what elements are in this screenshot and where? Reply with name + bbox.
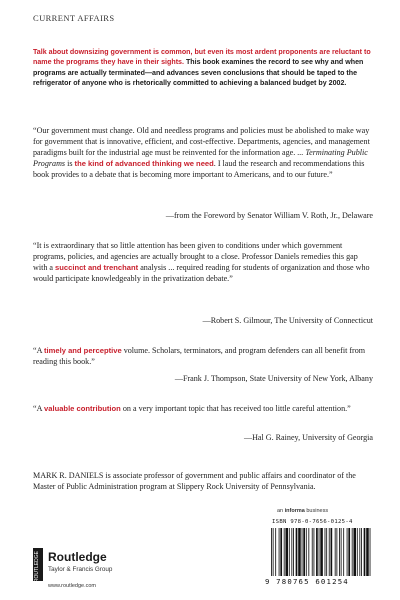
logo-mark-text: ROUTLEDGE [34,551,40,583]
barcode-bar [291,528,292,576]
barcode-bar [325,528,326,576]
barcode-bar [284,528,285,576]
barcode-bar [353,528,356,576]
barcode-digits: 9 780765 601254 [265,577,349,586]
barcode-bar [359,528,360,576]
category-label: CURRENT AFFAIRS [33,13,115,23]
barcode-bar [335,528,336,576]
quote-highlight: valuable contribution [44,404,121,413]
informa-word: informa [284,508,305,514]
endorsement-attribution-1: —from the Foreword by Senator William V. Roth, Jr., Delaware [165,211,373,220]
endorsement-quote-2 [33,240,373,284]
barcode-bar [302,528,303,576]
endorsement-quote-1 [33,125,373,180]
quote-text: “A [33,404,45,413]
quote-text: “It is extraordinary that so little attention has been given to conditions under which government programs, policies, and agencies are actually brought to a close. Professor Daniels remedies this gap with a [33,241,358,273]
barcode-bar [326,528,327,576]
barcode-bar [361,528,362,576]
barcode-bar [341,528,342,576]
barcode-bar [285,528,288,576]
barcode-bar [352,528,353,576]
barcode-icon [270,528,372,576]
quote-text: volume. Scholars, terminators, and program defenders can all benefit from reading this book.” [33,346,366,367]
informa-prefix: an [277,508,285,514]
barcode-bar [331,528,333,576]
barcode-bar [306,528,307,576]
barcode-bar [347,528,348,576]
barcode-bar [293,528,294,576]
barcode-bar [348,528,350,576]
quote-text: “A [33,346,45,355]
barcode-bar [339,528,340,576]
informa-tagline [277,508,328,514]
barcode-bar [329,528,330,576]
endorsement-attribution-4: —Hal G. Rainey, University of Georgia [243,433,373,442]
barcode-bar [308,528,309,576]
quote-text: analysis ... required reading for students of organization and those who would participate knowledgeably in the privatization debate.” [33,263,370,284]
barcode-bar [370,528,371,576]
barcode-bar [316,528,318,576]
publisher-subtitle: Taylor & Francis Group [48,566,113,573]
intro-black-text: This book examines the record to see why and when programs are actually terminated—and advances seven conclusions that should be taped to the refrigerator of anyone who is rhetorically committed to achieving a balanced budget by 2002. [33,58,364,87]
intro-blurb [33,47,373,88]
quote-highlight: timely and perceptive [44,346,122,355]
barcode-bar [366,528,369,576]
barcode-bar [279,528,280,576]
quote-text: is [65,159,75,169]
barcode-bar [296,528,298,576]
isbn-text: ISBN 978-0-7656-0125-4 [272,519,353,525]
barcode-bar [280,528,282,576]
publisher-logo [33,548,123,592]
quote-highlight: the kind of advanced thinking we need [74,159,214,169]
barcode-bar [289,528,290,576]
quote-text: . I laud the research and recommendations this book provides to a debate that is becoming more important to Americans, and to our future.” [33,159,365,180]
barcode-bar [273,528,274,576]
quote-highlight: succinct and trenchant [55,263,139,273]
book-title-italic: ... Terminating Public Programs [33,148,368,169]
publisher-url: www.routledge.com [48,583,96,589]
barcode-bar [298,528,301,576]
barcode-bar [336,528,337,576]
endorsement-quote-3 [33,345,373,367]
barcode-bar [364,528,366,576]
publisher-name: Routledge [48,550,107,564]
author-bio: MARK R. DANIELS is associate professor of government and public affairs and coordinator of the Master of Public Administration program at Slippery Rock University of Pennsylvania. [33,471,356,492]
barcode-bar [312,528,313,576]
endorsement-quote-4 [33,403,373,414]
endorsement-attribution-2: —Robert S. Gilmour, The University of Connecticut [202,316,373,325]
informa-suffix: business [304,508,329,514]
barcode-bar [320,528,323,576]
intro-red-text: Talk about downsizing government is common, but even its most ardent proponents are reluctant to name the programs they have in their sights. [33,48,371,67]
barcode-bar [357,528,358,576]
quote-text: “Our government must change. Old and needless programs and policies must be abolished to make way for government that is innovative, efficient, and cost-effective. Departments, agencies, and management paradigms built for the industrial age must be reinvented for the information age. [33,126,370,158]
barcode-bar [343,528,344,576]
barcode-bar [275,528,276,576]
barcode-bar [303,528,305,576]
quote-text: on a very important topic that has received too little careful attention.” [120,404,351,413]
barcode-bar [314,528,315,576]
barcode-bar [271,528,272,576]
endorsement-attribution-3: —Frank J. Thompson, State University of New York, Albany [174,374,373,383]
barcode-bar [319,528,320,576]
routledge-mark-icon [33,548,43,581]
